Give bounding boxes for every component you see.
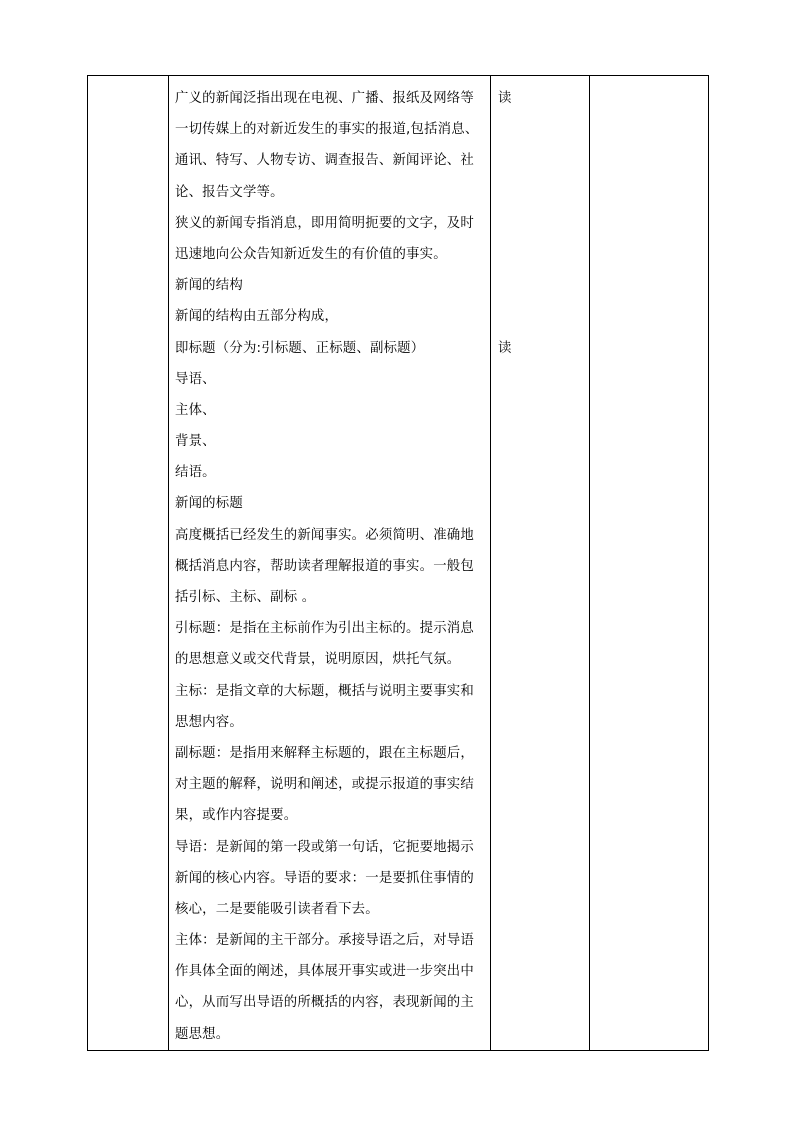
notes-cell (590, 76, 709, 1051)
content-line: 对主题的解释，说明和阐述，或提示报道的事实结 (175, 777, 474, 793)
content-line: 通讯、特写、人物专访、调查报告、新闻评论、社 (175, 153, 474, 169)
content-line: 主体：是新闻的主干部分。承接导语之后，对导语 (175, 933, 474, 949)
content-line: 概括消息内容，帮助读者理解报道的事实。一般包 (175, 558, 474, 574)
activity-cell (491, 76, 590, 1051)
content-line: 核心，二是要能吸引读者看下去。 (175, 901, 379, 917)
lesson-table (87, 75, 709, 1051)
content-line: 题思想。 (175, 1026, 230, 1042)
content-line: 新闻的结构由五部分构成， (175, 309, 339, 325)
content-line: 心，从而写出导语的所概括的内容，表现新闻的主 (175, 995, 474, 1011)
content-line: 狭义的新闻专指消息，即用简明扼要的文字，及时 (175, 215, 474, 231)
section-heading: 新闻的结构 (175, 278, 243, 294)
content-cell (169, 76, 491, 1051)
section-heading: 新闻的标题 (175, 496, 243, 512)
content-line: 的思想意义或交代背景，说明原因，烘托气氛。 (175, 652, 461, 668)
content-line: 副标题：是指用来解释主标题的，跟在主标题后， (175, 745, 474, 761)
content-line: 广义的新闻泛指出现在电视、广播、报纸及网络等 (175, 91, 474, 106)
content-line: 导语、 (175, 371, 216, 387)
content-line: 结语。 (175, 465, 216, 481)
stage-cell (88, 76, 169, 1051)
content-line: 迅速地向公众告知新近发生的有价值的事实。 (175, 246, 447, 262)
content-line: 高度概括已经发生的新闻事实。必须简明、准确地 (175, 527, 474, 543)
content-line: 果，或作内容提要。 (175, 808, 298, 824)
activity-text: 读 (498, 340, 512, 356)
content-line: 导语：是新闻的第一段或第一句话，它扼要地揭示 (175, 839, 474, 855)
content-line: 一切传媒上的对新近发生的事实的报道,包括消息、 (175, 122, 479, 138)
content-line: 论、报告文学等。 (175, 184, 284, 200)
activity-text: 读 (498, 91, 512, 106)
content-line: 即标题（分为:引标题、正标题、副标题） (175, 340, 425, 356)
content-text (169, 76, 490, 1050)
content-line: 背景、 (175, 434, 216, 450)
content-line: 括引标、主标、副标 。 (175, 590, 316, 605)
content-line: 新闻的核心内容。导语的要求：一是要抓住事情的 (175, 870, 474, 886)
content-line: 思想内容。 (175, 714, 243, 730)
content-line: 引标题：是指在主标前作为引出主标的。提示消息 (175, 621, 474, 637)
content-line: 主标：是指文章的大标题，概括与说明主要事实和 (175, 683, 474, 699)
content-line: 作具体全面的阐述，具体展开事实或进一步突出中 (175, 964, 474, 980)
table-row (88, 76, 709, 1051)
content-line: 主体、 (175, 402, 216, 418)
